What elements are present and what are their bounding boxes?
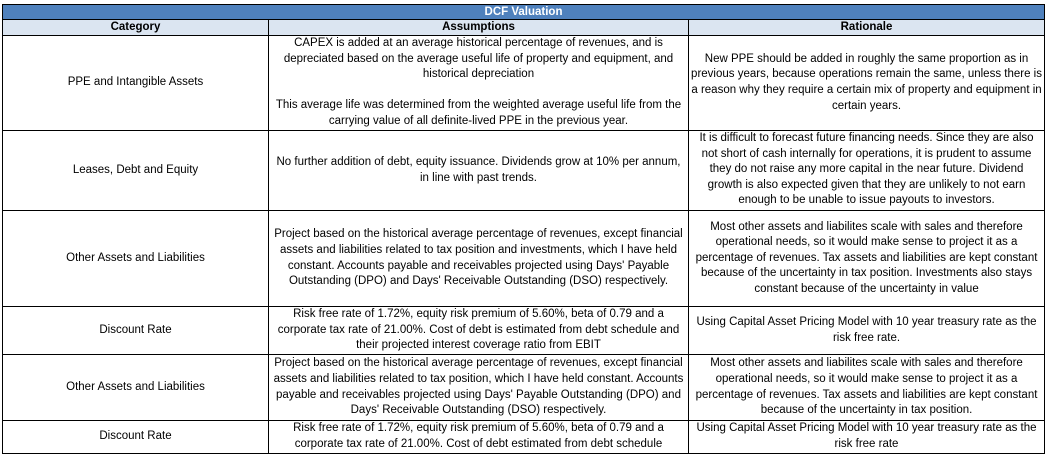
row-rationale: New PPE should be added in roughly the same proportion as in previous years, because operations remain the same, unless there is a reason why they require a certain mix of property and equipment in certain years. [689,36,1045,131]
row-category: Discount Rate [3,421,269,454]
row-category: Discount Rate [3,307,269,355]
paragraph-gap [271,83,686,99]
row-rationale: Most other assets and liabilites scale with sales and therefore operational needs, so it would make sense to project it as a percentage of revenues. Tax assets and liabilities are kept constant because of the uncertainty in tax position. [689,355,1045,421]
table-title: DCF Valuation [3,5,1045,20]
assumptions-paragraph-1: CAPEX is added at an average historical percentage of revenues, and is depreciated based on the average useful life of property and equipment, and historical depreciation [283,37,674,81]
table-row [3,211,1045,307]
dcf-valuation-sheet [2,4,1044,454]
row-category: Other Assets and Liabilities [3,211,269,307]
row-assumptions: Risk free rate of 1.72%, equity risk premium of 5.60%, beta of 0.79 and a corporate tax rate of 21.00%. Cost of debt is estimated from debt schedule and their projected interest coverage ratio from EBIT [269,307,689,355]
row-assumptions [269,36,689,131]
row-assumptions: Project based on the historical average percentage of revenues, except financial assets and liabilities related to tax position and investments, which I have held constant. Accounts payable and receivables projected using Days' Payable Outstanding (DPO) and Days' Receivable Outstanding (DSO) respectively. [269,211,689,307]
dcf-valuation-table [2,4,1045,454]
row-assumptions: Project based on the historical average percentage of revenues, except financial assets and liabilities related to tax position, which I have held constant. Accounts payable and receivables projected using Days' Payable Outstanding (DPO) and Days' Receivable Outstanding (DSO) respectively. [269,355,689,421]
table-row [3,131,1045,211]
row-rationale: It is difficult to forecast future financing needs. Since they are also not short of cash internally for operations, it is prudent to assume they do not raise any more capital in the near future. Dividend growth is also expected given that they are unlikely to not earn enough to be unable to issue payouts to investors. [689,131,1045,211]
table-header-row [3,20,1045,36]
table-title-row [3,5,1045,20]
table-row [3,355,1045,421]
row-assumptions: Risk free rate of 1.72%, equity risk premium of 5.60%, beta of 0.79 and a corporate tax rate of 21.00%. Cost of debt estimated from debt schedule [269,421,689,454]
row-category: PPE and Intangible Assets [3,36,269,131]
header-assumptions: Assumptions [269,20,689,36]
row-category: Leases, Debt and Equity [3,131,269,211]
assumptions-paragraph-2: This average life was determined from the weighted average useful life from the carrying value of all definite-lived PPE in the previous year. [275,99,682,127]
row-rationale: Using Capital Asset Pricing Model with 10 year treasury rate as the risk free rate. [689,307,1045,355]
row-category: Other Assets and Liabilities [3,355,269,421]
table-row [3,421,1045,454]
table-row [3,307,1045,355]
row-rationale: Most other assets and liabilites scale with sales and therefore operational needs, so it would make sense to project it as a percentage of revenues. Tax assets and liabilities are kept constant because of the uncertainty in tax position. Investments also stays constant because of the uncertainty in value [689,211,1045,307]
row-assumptions: No further addition of debt, equity issuance. Dividends grow at 10% per annum, in line with past trends. [269,131,689,211]
table-row [3,36,1045,131]
header-category: Category [3,20,269,36]
header-rationale: Rationale [689,20,1045,36]
row-rationale: Using Capital Asset Pricing Model with 10 year treasury rate as the risk free rate [689,421,1045,454]
